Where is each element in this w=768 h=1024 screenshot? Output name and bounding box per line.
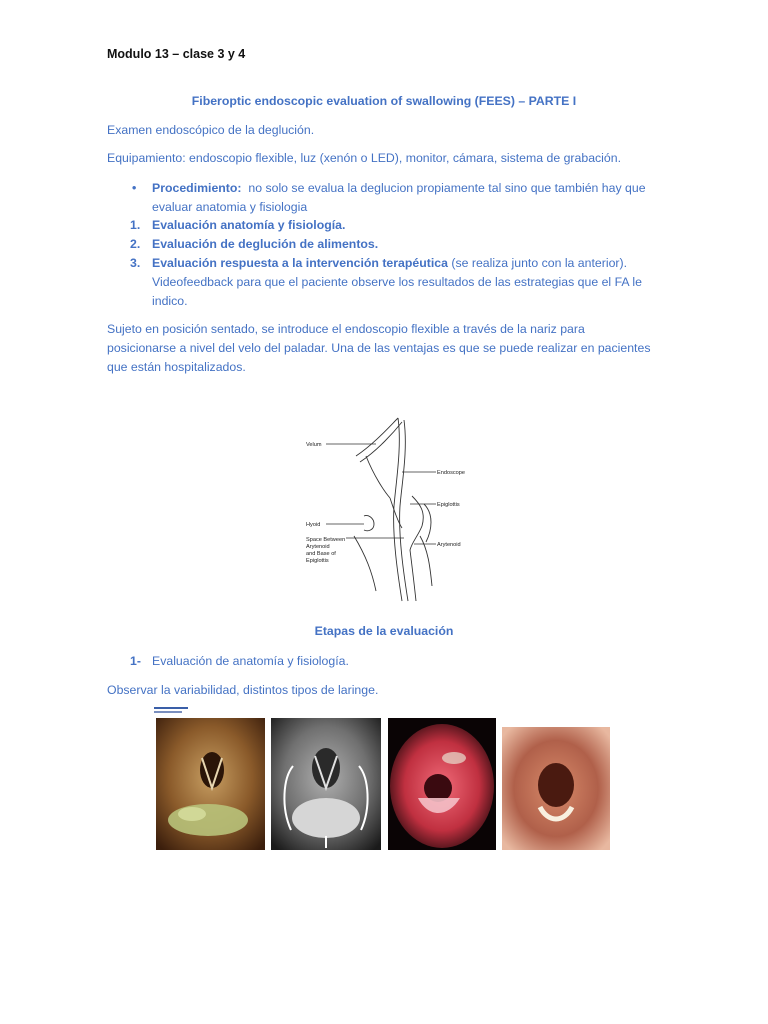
step-item (130, 254, 690, 311)
procedure-label: Procedimiento: (152, 181, 242, 195)
label-velum: Velum (306, 442, 322, 448)
step-text-bold: Evaluación respuesta a la intervención terapéutica (152, 256, 448, 270)
step-number: 3. (130, 256, 141, 270)
intro-text: Examen endoscópico de la deglución. (107, 123, 315, 137)
step-text-line3: indico. (152, 294, 188, 308)
step-text-line2: Videofeedback para que el paciente observe los resultados de las estrategias que el FA le (152, 275, 642, 289)
endoscopy-anatomy-diagram (294, 386, 474, 608)
paragraph-line: Sujeto en posición sentado, se introduce el endoscopio flexible a través de la nariz para (107, 322, 585, 336)
label-space: and Base of (306, 551, 336, 557)
procedure-text-line1: no solo se evalua la deglucion propiamente tal sino que también hay que (248, 181, 646, 195)
observe-text: Observar la variabilidad, distintos tipos de laringe. (107, 683, 379, 697)
larynx-photo-1 (156, 718, 265, 850)
label-hyoid: Hyoid (306, 522, 321, 528)
document-header: Modulo 13 – clase 3 y 4 (107, 47, 246, 61)
label-epiglottis: Epiglottis (437, 502, 460, 508)
label-space: Epiglottis (306, 558, 329, 564)
equipment-text: Equipamiento: endoscopio flexible, luz (xenón o LED), monitor, cámara, sistema de grabación. (107, 151, 622, 165)
procedure-item (130, 179, 690, 217)
paragraph-line: que están hospitalizados. (107, 360, 246, 374)
step-text: Evaluación anatomía y fisiología. (152, 218, 346, 232)
stage-text: Evaluación de anatomía y fisiología. (152, 654, 349, 668)
stage-item (130, 652, 630, 671)
larynx-photo-4 (502, 727, 610, 850)
label-space: Space Between (306, 537, 346, 543)
label-endoscope: Endoscope (437, 470, 465, 476)
bullet-marker: • (132, 181, 137, 195)
step-item (130, 235, 690, 254)
photo-caption-mark (154, 711, 182, 713)
larynx-photo-2 (271, 718, 381, 850)
step-number: 1. (130, 218, 141, 232)
stages-heading: Etapas de la evaluación (314, 624, 454, 638)
stage-number: 1- (130, 654, 141, 668)
procedure-text-line2: evaluar anatomia y fisiologia (152, 200, 308, 214)
photo-caption-mark (154, 707, 188, 709)
document-title: Fiberoptic endoscopic evaluation of swallowing (FEES) – PARTE I (191, 94, 577, 108)
step-text: Evaluación de deglución de alimentos. (152, 237, 379, 251)
procedure-paragraph (107, 320, 667, 377)
larynx-photo-3 (388, 718, 496, 850)
step-item (130, 216, 690, 235)
step-number: 2. (130, 237, 141, 251)
label-space: Arytenoid (306, 544, 330, 550)
diagram-background (294, 386, 474, 608)
paragraph-line: posicionarse a nivel del velo del paladar. Una de las ventajas es que se puede realizar en pacientes (107, 341, 651, 355)
label-arytenoid: Arytenoid (437, 542, 461, 548)
step-text: (se realiza junto con la anterior). (451, 256, 628, 270)
